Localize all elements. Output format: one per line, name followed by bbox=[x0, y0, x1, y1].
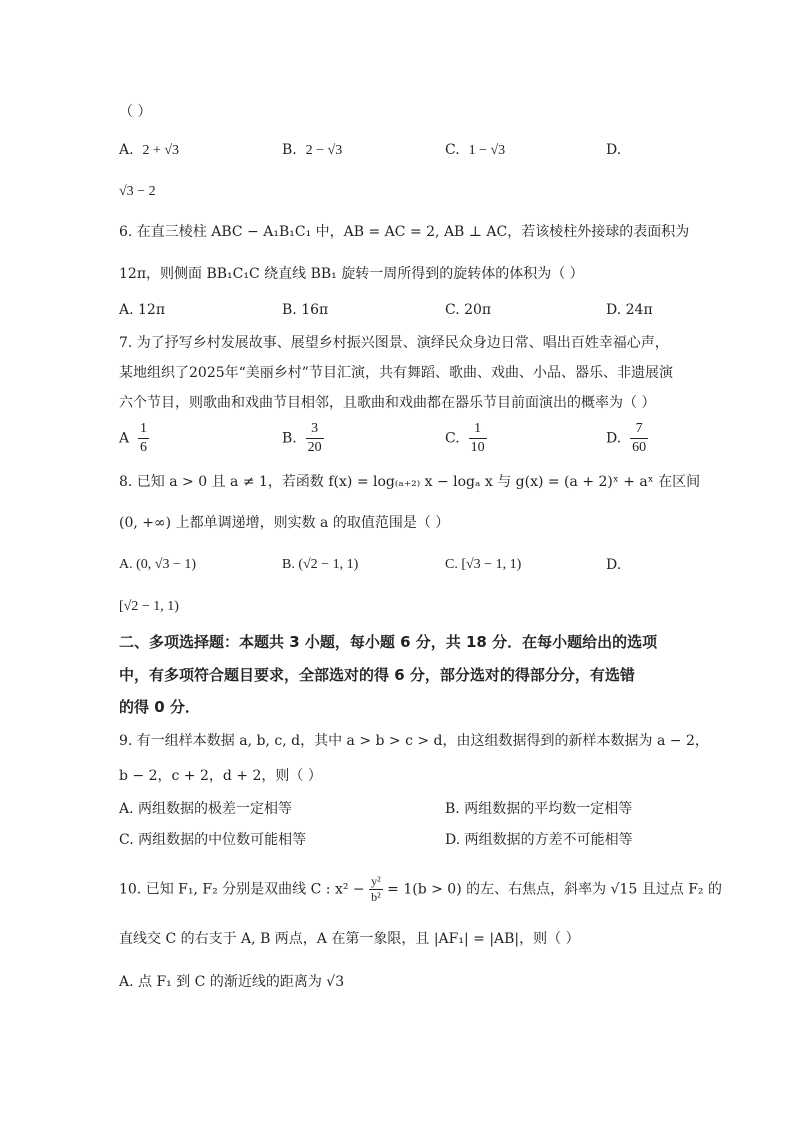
q9-option-c: C. 两组数据的中位数可能相等 bbox=[119, 832, 307, 848]
q8-option-d-value: [√2 − 1, 1) bbox=[119, 599, 179, 614]
q7-option-d-label: D. bbox=[606, 430, 622, 447]
q10-hyperbola-fraction bbox=[369, 874, 383, 905]
q9-stem-line1: 9. 有一组样本数据 a, b, c, d，其中 a > b > c > d，由这组数据得到的新样本数据为 a − 2， bbox=[119, 733, 709, 749]
q7-option-d-fraction bbox=[630, 420, 648, 457]
section2-heading-line3: 的得 0 分． bbox=[119, 698, 200, 716]
q7-stem-line2: 某地组织了2025年“美丽乡村”节目汇演，共有舞蹈、歌曲、戏曲、小品、器乐、非遗展演 bbox=[119, 365, 673, 381]
q5-option-c bbox=[445, 140, 505, 161]
q5-option-a-label: A. bbox=[119, 142, 134, 158]
q7-option-c-fraction bbox=[469, 420, 487, 457]
q10-fraction-denominator: b² bbox=[371, 890, 381, 904]
q8-stem-line1: 8. 已知 a > 0 且 a ≠ 1，若函数 f(x) = log₍ₐ₊₂₎ x − logₐ x 与 g(x) = (a + 2)ˣ + aˣ 在区间 bbox=[119, 474, 701, 490]
q9-option-b: B. 两组数据的平均数一定相等 bbox=[445, 801, 633, 817]
q5-option-b-value: 2 − √3 bbox=[305, 143, 343, 158]
q10-fraction-numerator: y² bbox=[371, 874, 381, 888]
q6-option-b: B. 16π bbox=[282, 302, 329, 318]
q7-c-denominator: 10 bbox=[470, 440, 485, 455]
q7-option-b bbox=[282, 420, 324, 457]
q8-option-d: D. bbox=[606, 557, 622, 573]
q6-option-d: D. 24π bbox=[606, 302, 653, 318]
q6-stem-line1: 6. 在直三棱柱 ABC − A₁B₁C₁ 中，AB = AC = 2, AB ⊥ AC，若该棱柱外接球的表面积为 bbox=[119, 224, 690, 240]
q9-option-a: A. 两组数据的极差一定相等 bbox=[119, 801, 293, 817]
q7-a-numerator: 1 bbox=[138, 420, 149, 439]
section2-heading-line2: 中，有多项符合题目要求，全部选对的得 6 分，部分选对的得部分分，有选错 bbox=[119, 666, 635, 684]
q8-option-c: C. [√3 − 1, 1) bbox=[445, 557, 522, 572]
q5-option-a-value: 2 + √3 bbox=[142, 143, 180, 158]
q8-stem-line2: (0, +∞) 上都单调递增，则实数 a 的取值范围是（ ） bbox=[119, 515, 450, 531]
q7-option-c-label: C. bbox=[445, 430, 460, 447]
q7-option-d bbox=[606, 420, 648, 457]
q10-stem-line1-pre: 10. 已知 F₁, F₂ 分别是双曲线 C : x² − bbox=[119, 881, 365, 898]
q7-d-denominator: 60 bbox=[632, 440, 647, 455]
q10-option-a: A. 点 F₁ 到 C 的渐近线的距离为 √3 bbox=[119, 974, 345, 990]
q6-option-c: C. 20π bbox=[445, 302, 492, 318]
q8-option-b: B. (√2 − 1, 1) bbox=[282, 557, 359, 572]
q7-d-numerator: 7 bbox=[630, 420, 648, 439]
q9-option-d: D. 两组数据的方差不可能相等 bbox=[445, 832, 633, 848]
q5-option-b-label: B. bbox=[282, 142, 297, 158]
q5-option-d: D. bbox=[606, 142, 622, 158]
q5-option-c-value: 1 − √3 bbox=[468, 143, 506, 158]
q7-option-c bbox=[445, 420, 487, 457]
q7-option-a bbox=[119, 420, 149, 457]
q6-stem-line2: 12π，则侧面 BB₁C₁C 绕直线 BB₁ 旋转一周所得到的旋转体的体积为（ ） bbox=[119, 266, 584, 282]
q10-stem-line1 bbox=[119, 874, 722, 905]
section2-heading-line1: 二、多项选择题：本题共 3 小题，每小题 6 分，共 18 分．在每小题给出的选项 bbox=[119, 633, 658, 651]
q8-option-a: A. (0, √3 − 1) bbox=[119, 557, 197, 572]
q7-option-a-label: A bbox=[119, 430, 130, 447]
q5-option-b bbox=[282, 140, 342, 161]
q7-stem-line1: 7. 为了抒写乡村发展故事、展望乡村振兴图景、演绎民众身边日常、唱出百姓幸福心声， bbox=[119, 335, 669, 351]
q7-option-b-label: B. bbox=[282, 430, 297, 447]
q5-paren: （ ） bbox=[119, 104, 152, 120]
q10-stem-line2: 直线交 C 的右支于 A, B 两点，A 在第一象限，且 |AF₁| = |AB|，则（ ） bbox=[119, 931, 580, 947]
q7-b-denominator: 20 bbox=[307, 440, 322, 455]
q7-a-denominator: 6 bbox=[140, 440, 148, 455]
q7-b-numerator: 3 bbox=[306, 420, 324, 439]
q7-stem-line3: 六个节目，则歌曲和戏曲节目相邻，且歌曲和戏曲都在器乐节目前面演出的概率为（ ） bbox=[119, 395, 656, 411]
q9-stem-line2: b − 2，c + 2，d + 2，则（ ） bbox=[119, 768, 322, 784]
q5-option-d-value: √3 − 2 bbox=[119, 184, 156, 199]
q10-stem-line1-post: = 1(b > 0) 的左、右焦点，斜率为 √15 且过点 F₂ 的 bbox=[387, 881, 722, 898]
q5-option-c-label: C. bbox=[445, 142, 460, 158]
q7-c-numerator: 1 bbox=[469, 420, 487, 439]
q7-option-b-fraction bbox=[306, 420, 324, 457]
q6-option-a: A. 12π bbox=[119, 302, 166, 318]
q7-option-a-fraction bbox=[138, 420, 149, 457]
q5-option-a bbox=[119, 140, 179, 161]
